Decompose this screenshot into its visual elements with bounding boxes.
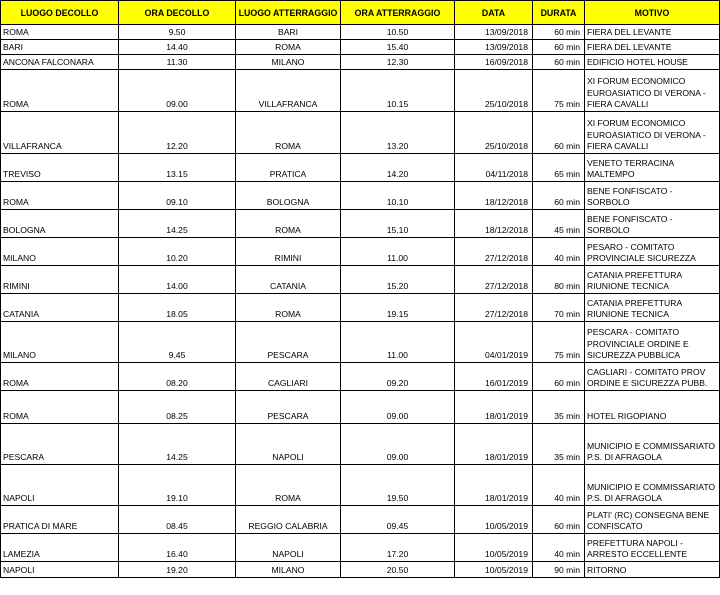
cell-data: 04/11/2018: [455, 154, 533, 182]
table-row: [1, 506, 720, 534]
cell-ora-decollo: 09.00: [119, 70, 236, 112]
cell-durata: 60 min: [533, 25, 585, 40]
cell-ora-decollo: 09.10: [119, 182, 236, 210]
cell-luogo-decollo: BOLOGNA: [1, 210, 119, 238]
cell-ora-atterraggio: 10.50: [341, 25, 455, 40]
cell-durata: 40 min: [533, 534, 585, 562]
cell-luogo-atterraggio: BARI: [236, 25, 341, 40]
table-row: [1, 424, 720, 465]
cell-ora-decollo: 11.30: [119, 55, 236, 70]
cell-durata: 90 min: [533, 562, 585, 578]
table-row: [1, 182, 720, 210]
cell-luogo-atterraggio: PESCARA: [236, 391, 341, 424]
table-row: [1, 266, 720, 294]
cell-luogo-decollo: ANCONA FALCONARA: [1, 55, 119, 70]
cell-luogo-decollo: ROMA: [1, 182, 119, 210]
cell-luogo-atterraggio: PESCARA: [236, 322, 341, 363]
cell-motivo: FIERA DEL LEVANTE: [585, 40, 720, 55]
cell-data: 13/09/2018: [455, 40, 533, 55]
table-row: [1, 562, 720, 578]
cell-luogo-decollo: MILANO: [1, 322, 119, 363]
cell-data: 27/12/2018: [455, 238, 533, 266]
cell-ora-decollo: 16.40: [119, 534, 236, 562]
cell-luogo-atterraggio: NAPOLI: [236, 424, 341, 465]
cell-ora-atterraggio: 15.20: [341, 266, 455, 294]
cell-luogo-decollo: NAPOLI: [1, 465, 119, 506]
header-motivo: MOTIVO: [585, 1, 720, 25]
cell-data: 10/05/2019: [455, 534, 533, 562]
cell-durata: 45 min: [533, 210, 585, 238]
cell-luogo-decollo: BARI: [1, 40, 119, 55]
cell-ora-decollo: 14.25: [119, 210, 236, 238]
cell-ora-decollo: 14.00: [119, 266, 236, 294]
cell-luogo-decollo: ROMA: [1, 363, 119, 391]
table-row: [1, 40, 720, 55]
cell-ora-atterraggio: 15.40: [341, 40, 455, 55]
cell-data: 27/12/2018: [455, 266, 533, 294]
cell-durata: 75 min: [533, 70, 585, 112]
cell-ora-decollo: 9.45: [119, 322, 236, 363]
cell-durata: 40 min: [533, 238, 585, 266]
cell-motivo: EDIFICIO HOTEL HOUSE: [585, 55, 720, 70]
cell-durata: 65 min: [533, 154, 585, 182]
cell-data: 18/12/2018: [455, 182, 533, 210]
header-luogo-decollo: LUOGO DECOLLO: [1, 1, 119, 25]
cell-ora-decollo: 9.50: [119, 25, 236, 40]
table-row: [1, 210, 720, 238]
table-row: [1, 70, 720, 112]
cell-luogo-decollo: PESCARA: [1, 424, 119, 465]
cell-ora-atterraggio: 20.50: [341, 562, 455, 578]
cell-data: 27/12/2018: [455, 294, 533, 322]
cell-luogo-atterraggio: CAGLIARI: [236, 363, 341, 391]
table-row: [1, 534, 720, 562]
cell-durata: 35 min: [533, 424, 585, 465]
cell-durata: 60 min: [533, 55, 585, 70]
cell-ora-decollo: 18.05: [119, 294, 236, 322]
cell-motivo: FIERA DEL LEVANTE: [585, 25, 720, 40]
cell-ora-atterraggio: 14.20: [341, 154, 455, 182]
table-row: [1, 238, 720, 266]
cell-durata: 60 min: [533, 40, 585, 55]
header-ora-decollo: ORA DECOLLO: [119, 1, 236, 25]
cell-data: 13/09/2018: [455, 25, 533, 40]
table-row: [1, 112, 720, 154]
table-row: [1, 465, 720, 506]
cell-motivo: PLATI' (RC) CONSEGNA BENE CONFISCATO: [585, 506, 720, 534]
cell-motivo: VENETO TERRACINA MALTEMPO: [585, 154, 720, 182]
cell-data: 25/10/2018: [455, 112, 533, 154]
header-data: DATA: [455, 1, 533, 25]
cell-durata: 60 min: [533, 112, 585, 154]
cell-ora-atterraggio: 13.20: [341, 112, 455, 154]
cell-luogo-atterraggio: VILLAFRANCA: [236, 70, 341, 112]
cell-luogo-decollo: MILANO: [1, 238, 119, 266]
cell-ora-decollo: 19.20: [119, 562, 236, 578]
cell-data: 18/12/2018: [455, 210, 533, 238]
header-row: [1, 1, 720, 25]
cell-ora-decollo: 10.20: [119, 238, 236, 266]
cell-luogo-decollo: ROMA: [1, 391, 119, 424]
cell-durata: 35 min: [533, 391, 585, 424]
cell-luogo-atterraggio: MILANO: [236, 562, 341, 578]
cell-ora-atterraggio: 10.10: [341, 182, 455, 210]
cell-motivo: XI FORUM ECONOMICO EUROASIATICO DI VERONA - FIERA CAVALLI: [585, 112, 720, 154]
cell-luogo-decollo: NAPOLI: [1, 562, 119, 578]
cell-luogo-decollo: ROMA: [1, 25, 119, 40]
cell-data: 16/01/2019: [455, 363, 533, 391]
cell-ora-decollo: 14.25: [119, 424, 236, 465]
cell-luogo-decollo: PRATICA DI MARE: [1, 506, 119, 534]
cell-luogo-decollo: CATANIA: [1, 294, 119, 322]
cell-ora-atterraggio: 09.00: [341, 424, 455, 465]
cell-luogo-atterraggio: ROMA: [236, 294, 341, 322]
cell-ora-atterraggio: 11.00: [341, 322, 455, 363]
cell-durata: 60 min: [533, 363, 585, 391]
cell-motivo: BENE FONFISCATO - SORBOLO: [585, 182, 720, 210]
cell-durata: 75 min: [533, 322, 585, 363]
cell-data: 04/01/2019: [455, 322, 533, 363]
cell-ora-atterraggio: 09.00: [341, 391, 455, 424]
cell-motivo: PESARO - COMITATO PROVINCIALE SICUREZZA: [585, 238, 720, 266]
cell-luogo-decollo: VILLAFRANCA: [1, 112, 119, 154]
cell-data: 18/01/2019: [455, 391, 533, 424]
cell-data: 25/10/2018: [455, 70, 533, 112]
cell-luogo-atterraggio: NAPOLI: [236, 534, 341, 562]
header-luogo-atterraggio: LUOGO ATTERRAGGIO: [236, 1, 341, 25]
cell-luogo-atterraggio: ROMA: [236, 40, 341, 55]
table-row: [1, 391, 720, 424]
cell-ora-decollo: 08.25: [119, 391, 236, 424]
cell-motivo: PESCARA - COMITATO PROVINCIALE ORDINE E SICUREZZA PUBBLICA: [585, 322, 720, 363]
cell-luogo-atterraggio: RIMINI: [236, 238, 341, 266]
cell-ora-atterraggio: 19.15: [341, 294, 455, 322]
cell-luogo-decollo: LAMEZIA: [1, 534, 119, 562]
cell-luogo-atterraggio: PRATICA: [236, 154, 341, 182]
cell-luogo-atterraggio: ROMA: [236, 210, 341, 238]
cell-ora-atterraggio: 19.50: [341, 465, 455, 506]
cell-ora-decollo: 12.20: [119, 112, 236, 154]
cell-durata: 70 min: [533, 294, 585, 322]
cell-ora-decollo: 08.45: [119, 506, 236, 534]
cell-data: 10/05/2019: [455, 506, 533, 534]
table-row: [1, 25, 720, 40]
cell-luogo-decollo: ROMA: [1, 70, 119, 112]
cell-durata: 60 min: [533, 182, 585, 210]
cell-data: 18/01/2019: [455, 465, 533, 506]
cell-motivo: CATANIA PREFETTURA RIUNIONE TECNICA: [585, 266, 720, 294]
cell-motivo: PREFETTURA NAPOLI - ARRESTO ECCELLENTE: [585, 534, 720, 562]
cell-ora-decollo: 19.10: [119, 465, 236, 506]
table-row: [1, 363, 720, 391]
cell-motivo: CATANIA PREFETTURA RIUNIONE TECNICA: [585, 294, 720, 322]
cell-luogo-atterraggio: ROMA: [236, 465, 341, 506]
cell-motivo: CAGLIARI - COMITATO PROV ORDINE E SICUREZZA PUBB.: [585, 363, 720, 391]
cell-luogo-decollo: TREVISO: [1, 154, 119, 182]
cell-ora-decollo: 08.20: [119, 363, 236, 391]
cell-luogo-decollo: RIMINI: [1, 266, 119, 294]
cell-motivo: MUNICIPIO E COMMISSARIATO P.S. DI AFRAGOLA: [585, 465, 720, 506]
cell-ora-atterraggio: 09.45: [341, 506, 455, 534]
cell-durata: 60 min: [533, 506, 585, 534]
cell-data: 16/09/2018: [455, 55, 533, 70]
cell-luogo-atterraggio: CATANIA: [236, 266, 341, 294]
cell-ora-atterraggio: 15.10: [341, 210, 455, 238]
table-row: [1, 154, 720, 182]
cell-durata: 40 min: [533, 465, 585, 506]
cell-durata: 80 min: [533, 266, 585, 294]
cell-luogo-atterraggio: ROMA: [236, 112, 341, 154]
cell-luogo-atterraggio: MILANO: [236, 55, 341, 70]
header-durata: DURATA: [533, 1, 585, 25]
table-row: [1, 55, 720, 70]
cell-ora-atterraggio: 09.20: [341, 363, 455, 391]
cell-luogo-atterraggio: BOLOGNA: [236, 182, 341, 210]
cell-ora-atterraggio: 12.30: [341, 55, 455, 70]
cell-motivo: XI FORUM ECONOMICO EUROASIATICO DI VERONA - FIERA CAVALLI: [585, 70, 720, 112]
cell-ora-decollo: 13.15: [119, 154, 236, 182]
cell-motivo: RITORNO: [585, 562, 720, 578]
cell-data: 10/05/2019: [455, 562, 533, 578]
table-row: [1, 294, 720, 322]
table-row: [1, 322, 720, 363]
cell-motivo: BENE FONFISCATO - SORBOLO: [585, 210, 720, 238]
cell-ora-atterraggio: 10.15: [341, 70, 455, 112]
cell-ora-atterraggio: 11.00: [341, 238, 455, 266]
cell-luogo-atterraggio: REGGIO CALABRIA: [236, 506, 341, 534]
cell-motivo: HOTEL RIGOPIANO: [585, 391, 720, 424]
cell-ora-decollo: 14.40: [119, 40, 236, 55]
cell-data: 18/01/2019: [455, 424, 533, 465]
header-ora-atterraggio: ORA ATTERRAGGIO: [341, 1, 455, 25]
cell-motivo: MUNICIPIO E COMMISSARIATO P.S. DI AFRAGOLA: [585, 424, 720, 465]
cell-ora-atterraggio: 17.20: [341, 534, 455, 562]
